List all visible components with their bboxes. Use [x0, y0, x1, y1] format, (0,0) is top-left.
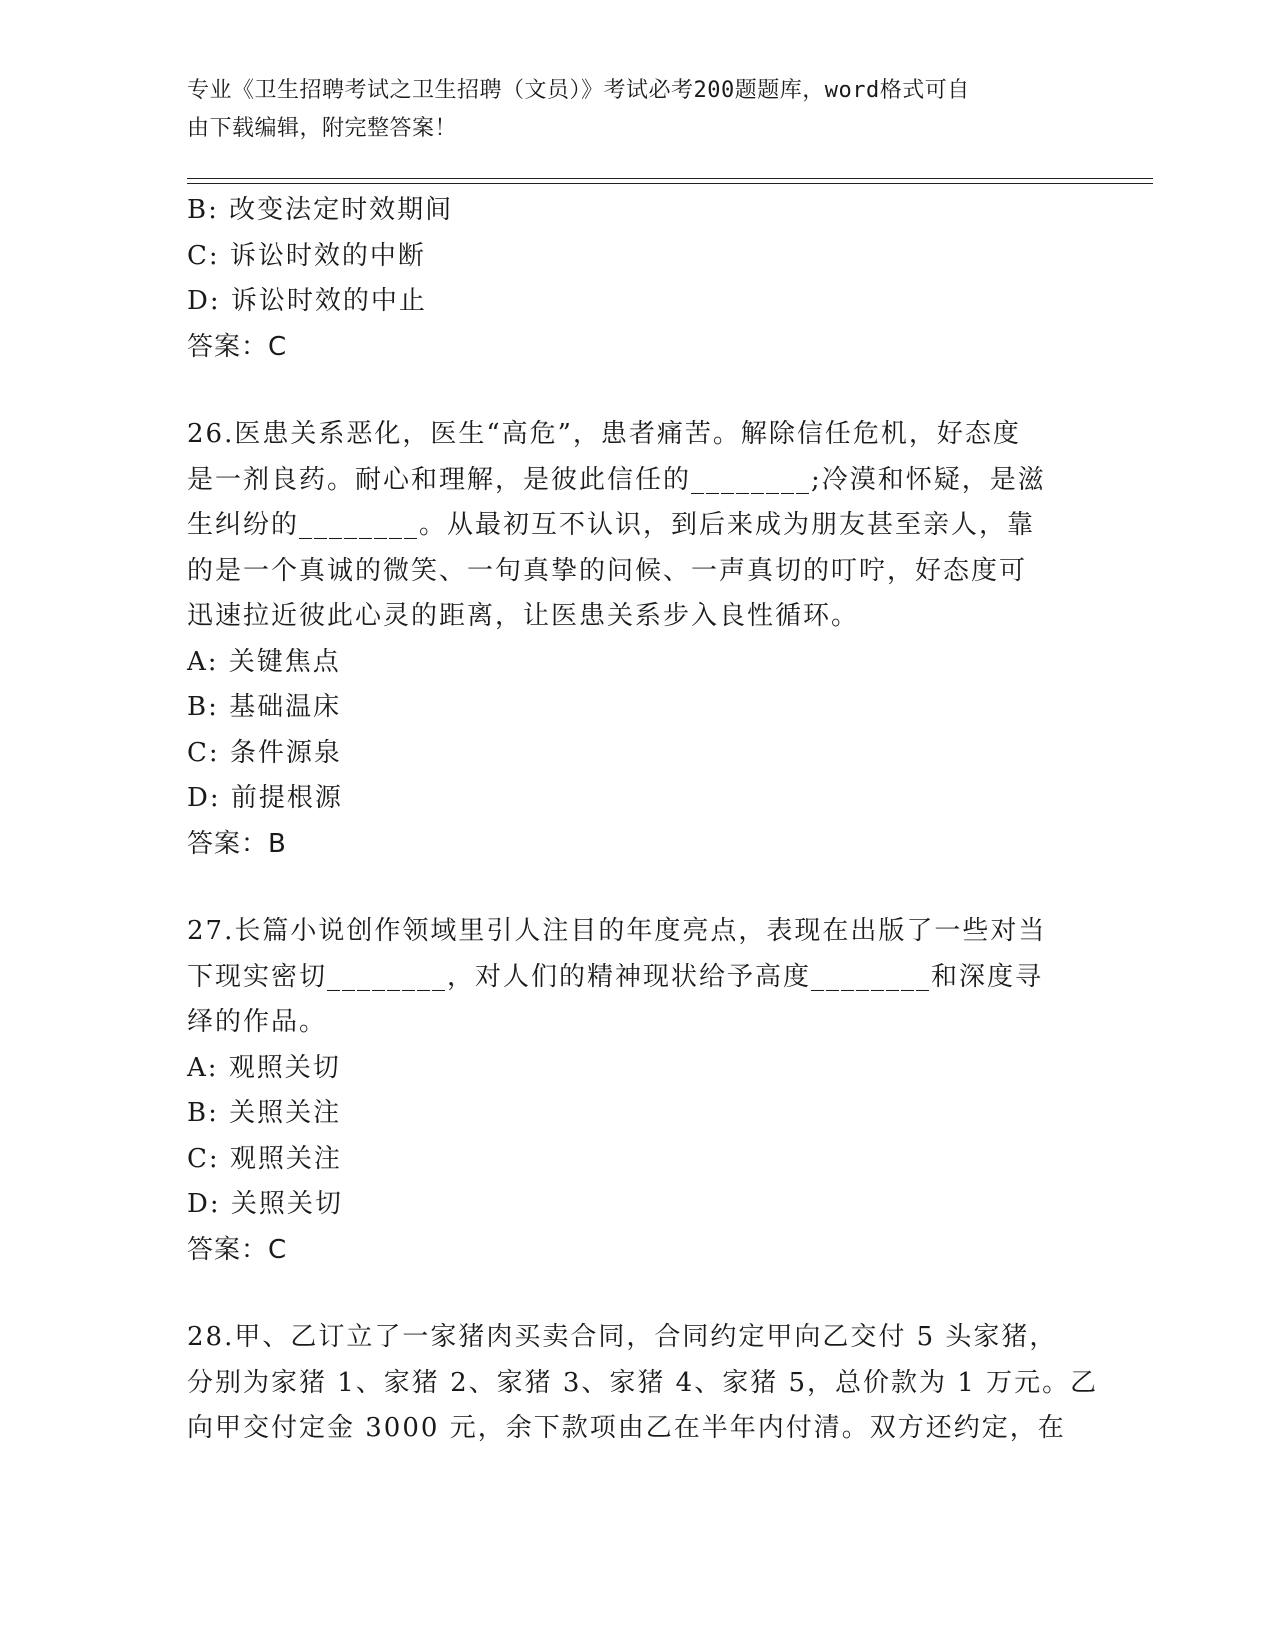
header-line-1: 专业《卫生招聘考试之卫生招聘（文员）》考试必考200题题库，word格式可自	[187, 78, 970, 103]
header-line-2: 由下载编辑，附完整答案！	[187, 116, 458, 141]
answer: 答案：B	[187, 828, 287, 859]
option-d: D: 前提根源	[187, 783, 343, 813]
question-stem-line: 27.长篇小说创作领域里引人注目的年度亮点，表现在出版了一些对当	[187, 916, 1047, 946]
question-list	[187, 188, 1099, 1452]
question-stem-line: 生纠纷的________。从最初互不认识，到后来成为朋友甚至亲人，靠	[187, 510, 1036, 540]
option-a: A: 观照关切	[187, 1052, 341, 1083]
question-stem-line: 向甲交付定金 3000 元，余下款项由乙在半年内付清。双方还约定，在	[187, 1413, 1066, 1443]
question-stem-line: 26.医患关系恶化，医生“高危”，患者痛苦。解除信任危机，好态度	[187, 419, 1021, 449]
header-divider-top	[187, 178, 1153, 179]
question-26	[187, 412, 1087, 867]
option-d: D: 关照关切	[187, 1189, 343, 1219]
option-c: C: 条件源泉	[187, 737, 342, 768]
question-stem-line: 绎的作品。	[187, 1007, 328, 1037]
question-stem-line: 分别为家猪 1、家猪 2、家猪 3、家猪 4、家猪 5，总价款为 1 万元。乙	[187, 1367, 1099, 1398]
option-b: B: 关照关注	[187, 1098, 342, 1128]
option-c: C: 诉讼时效的中断	[187, 240, 426, 271]
question-stem-line: 28.甲、乙订立了一家猪肉买卖合同，合同约定甲向乙交付 5 头家猪，	[187, 1322, 1058, 1352]
option-d: D: 诉讼时效的中止	[187, 286, 427, 316]
option-b: B: 基础温床	[187, 692, 342, 722]
question-stem-line: 下现实密切________，对人们的精神现状给予高度________和深度寻	[187, 961, 1044, 992]
answer: 答案：C	[187, 331, 288, 362]
option-b: B: 改变法定时效期间	[187, 195, 454, 225]
document-header	[187, 72, 1067, 148]
option-c: C: 观照关注	[187, 1143, 342, 1174]
answer: 答案：C	[187, 1234, 288, 1265]
question-stem-line: 的是一个真诚的微笑、一句真挚的问候、一声真切的叮咛，好态度可	[187, 555, 1028, 586]
header-divider-bottom	[187, 183, 1153, 184]
option-a: A: 关键焦点	[187, 646, 341, 677]
question-25	[187, 188, 1087, 370]
question-stem-line: 是一剂良药。耐心和理解，是彼此信任的________;冷漠和怀疑，是滋	[187, 464, 1046, 495]
question-28	[187, 1315, 1099, 1452]
question-stem-line: 迅速拉近彼此心灵的距离，让医患关系步入良性循环。	[187, 601, 860, 631]
question-27	[187, 909, 1087, 1273]
